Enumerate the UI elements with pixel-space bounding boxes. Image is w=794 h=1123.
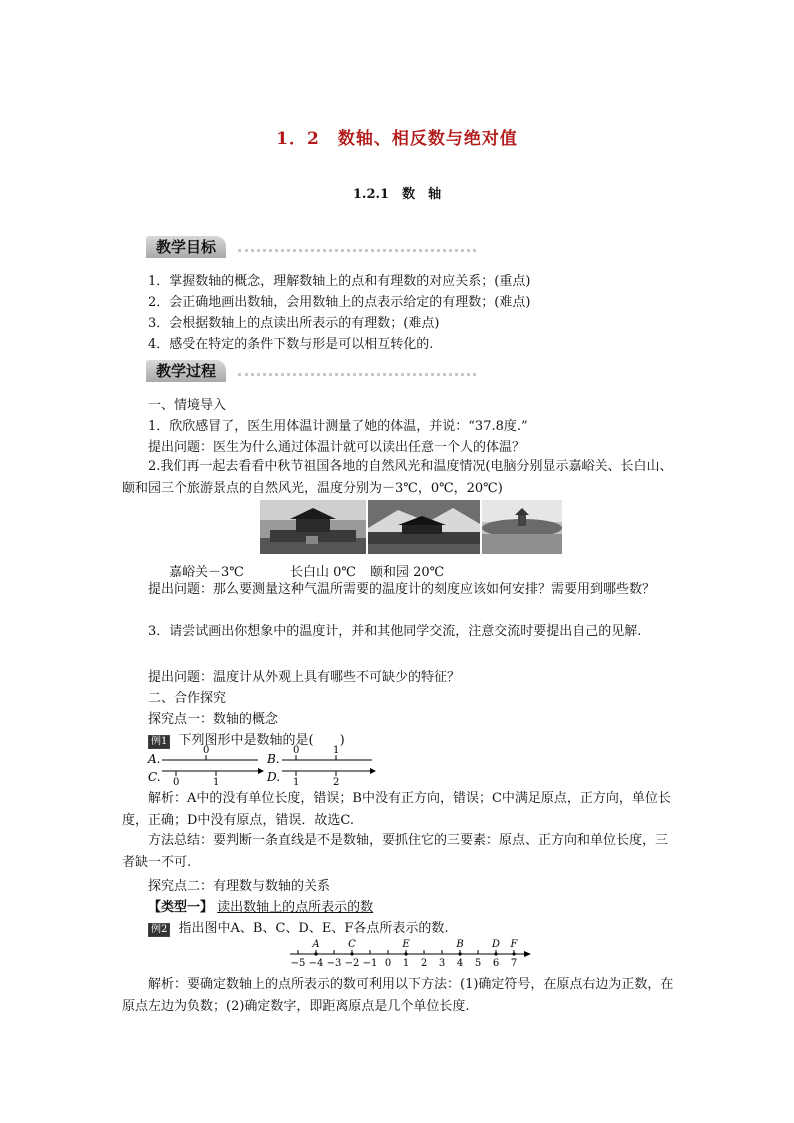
intro-paragraph-2: 2.我们再一起去看看中秋节祖国各地的自然风光和温度情况(电脑分别显示嘉峪关、长白山、颐和园三个旅游景点的自然风光，温度分别为－3℃，0℃，20℃) (122, 459, 673, 496)
example2-badge: 例2 (148, 923, 170, 937)
caption-changbaishan: 长白山 0℃ (290, 565, 356, 580)
option-d-arrow (370, 768, 376, 774)
point-label-f: F (510, 939, 518, 950)
goal-item: 3．会根据数轴上的点读出所表示的有理数；(难点) (148, 316, 440, 331)
axis-tick-label: −3 (326, 958, 342, 969)
point-label-d: D (491, 939, 501, 950)
point-label-a: A (312, 939, 320, 950)
option-c-arrow (258, 768, 264, 774)
axis-tick-label: −5 (290, 958, 306, 969)
type1-heading (148, 896, 373, 915)
axis-tick-label: 2 (420, 958, 428, 969)
option-c-tick-label: 1 (213, 777, 220, 786)
point-d (494, 952, 497, 955)
axis-arrow (524, 951, 531, 957)
option-d-tick-label: 1 (293, 777, 300, 786)
point-label-c: C (348, 939, 356, 950)
axis-tick-label: −4 (308, 958, 324, 969)
option-b-label: B. (267, 752, 280, 766)
example1-question: 下列图形中是数轴的是( ) (178, 733, 345, 748)
point-f (512, 952, 515, 955)
goals-heading: 教学目标 (146, 236, 226, 258)
section-subtitle: 1.2.1 数 轴 (352, 187, 442, 202)
goals-banner (146, 236, 476, 258)
intro-question-1: 提出问题：医生为什么通过体温计就可以读出任意一个人的体温？ (148, 440, 526, 455)
example2-question: 指出图中A、B、C、D、E、F各点所表示的数. (178, 921, 449, 936)
point-b (458, 952, 461, 955)
example2-number-line (286, 936, 536, 970)
axis-tick-label: −1 (362, 958, 378, 969)
intro-question-3: 提出问题：温度计从外观上具有哪些不可缺少的特征？ (148, 670, 461, 685)
axis-tick-label: 3 (438, 958, 446, 969)
option-a-tick-label: 0 (203, 745, 210, 756)
option-a-label: A. (148, 752, 161, 766)
goal-item: 1．掌握数轴的概念，理解数轴上的点和有理数的对应关系；(重点) (148, 274, 531, 289)
goal-item: 4．感受在特定的条件下数与形是可以相互转化的. (148, 337, 434, 352)
option-b-tick-label: 0 (293, 745, 300, 756)
example1-options (146, 744, 386, 786)
type1-tag: 【类型一】 (148, 900, 214, 915)
option-d-label: D. (267, 770, 281, 784)
page-title: 1．2 数轴、相反数与绝对值 (276, 129, 518, 149)
intro-paragraph-3: 3．请尝试画出你想象中的温度计，并和其他同学交流，注意交流时要提出自己的见解. (148, 624, 642, 639)
goal-item: 2．会正确地画出数轴，会用数轴上的点表示给定的有理数；(难点) (148, 295, 531, 310)
banner-divider (238, 249, 476, 252)
example1-analysis: 解析：A中的没有单位长度，错误；B中没有正方向，错误；C中满足原点，正方向，单位长度，正确；D中没有原点，错误．故选C. (122, 791, 671, 828)
option-b-tick-label: 1 (333, 745, 340, 756)
point-label-e: E (402, 939, 410, 950)
intro-heading: 一、情境导入 (148, 398, 227, 413)
jiayuguan-photo (260, 500, 366, 554)
option-c-tick-label: 0 (173, 777, 180, 786)
point-c (350, 952, 353, 955)
axis-tick-label: 7 (510, 958, 518, 969)
point-label-b: B (456, 939, 464, 950)
point2-heading: 探究点二：有理数与数轴的关系 (148, 879, 331, 894)
example2 (148, 917, 448, 937)
banner-divider (238, 373, 476, 376)
caption-jiayuguan: 嘉峪关－3℃ (169, 565, 244, 580)
axis-tick-label: 4 (456, 958, 464, 969)
type1-title: 读出数轴上的点所表示的数 (217, 900, 374, 915)
axis-tick-label: −2 (344, 958, 360, 969)
axis-tick-label: 5 (474, 958, 482, 969)
axis-tick-label: 6 (492, 958, 500, 969)
point1-heading: 探究点一：数轴的概念 (148, 712, 279, 727)
example1-badge: 例1 (148, 735, 170, 749)
example1-method: 方法总结：要判断一条直线是不是数轴，要抓住它的三要素：原点、正方向和单位长度，三者缺一不可. (122, 833, 669, 870)
process-banner (146, 360, 476, 382)
caption-yiheyuan: 颐和园 20℃ (370, 565, 445, 580)
intro-question-2: 提出问题：那么要测量这种气温所需要的温度计的刻度应该如何安排？需要用到哪些数？ (148, 582, 656, 597)
option-c-label: C. (148, 770, 161, 784)
example2-analysis: 解析：要确定数轴上的点所表示的数可利用以下方法：(1)确定符号，在原点右边为正数，在原点左边为负数；(2)确定数字，即距离原点是几个单位长度. (122, 977, 674, 1014)
coop-heading: 二、合作探究 (148, 691, 227, 706)
option-d-tick-label: 2 (333, 777, 340, 786)
axis-tick-label: 0 (384, 958, 392, 969)
changbaishan-photo (368, 500, 480, 554)
process-heading: 教学过程 (146, 360, 226, 382)
yiheyuan-photo (482, 500, 562, 554)
point-e (404, 952, 407, 955)
intro-paragraph-1: 1．欣欣感冒了，医生用体温计测量了她的体温，并说：“37.8度.” (148, 419, 528, 434)
point-a (314, 952, 317, 955)
axis-tick-label: 1 (402, 958, 410, 969)
